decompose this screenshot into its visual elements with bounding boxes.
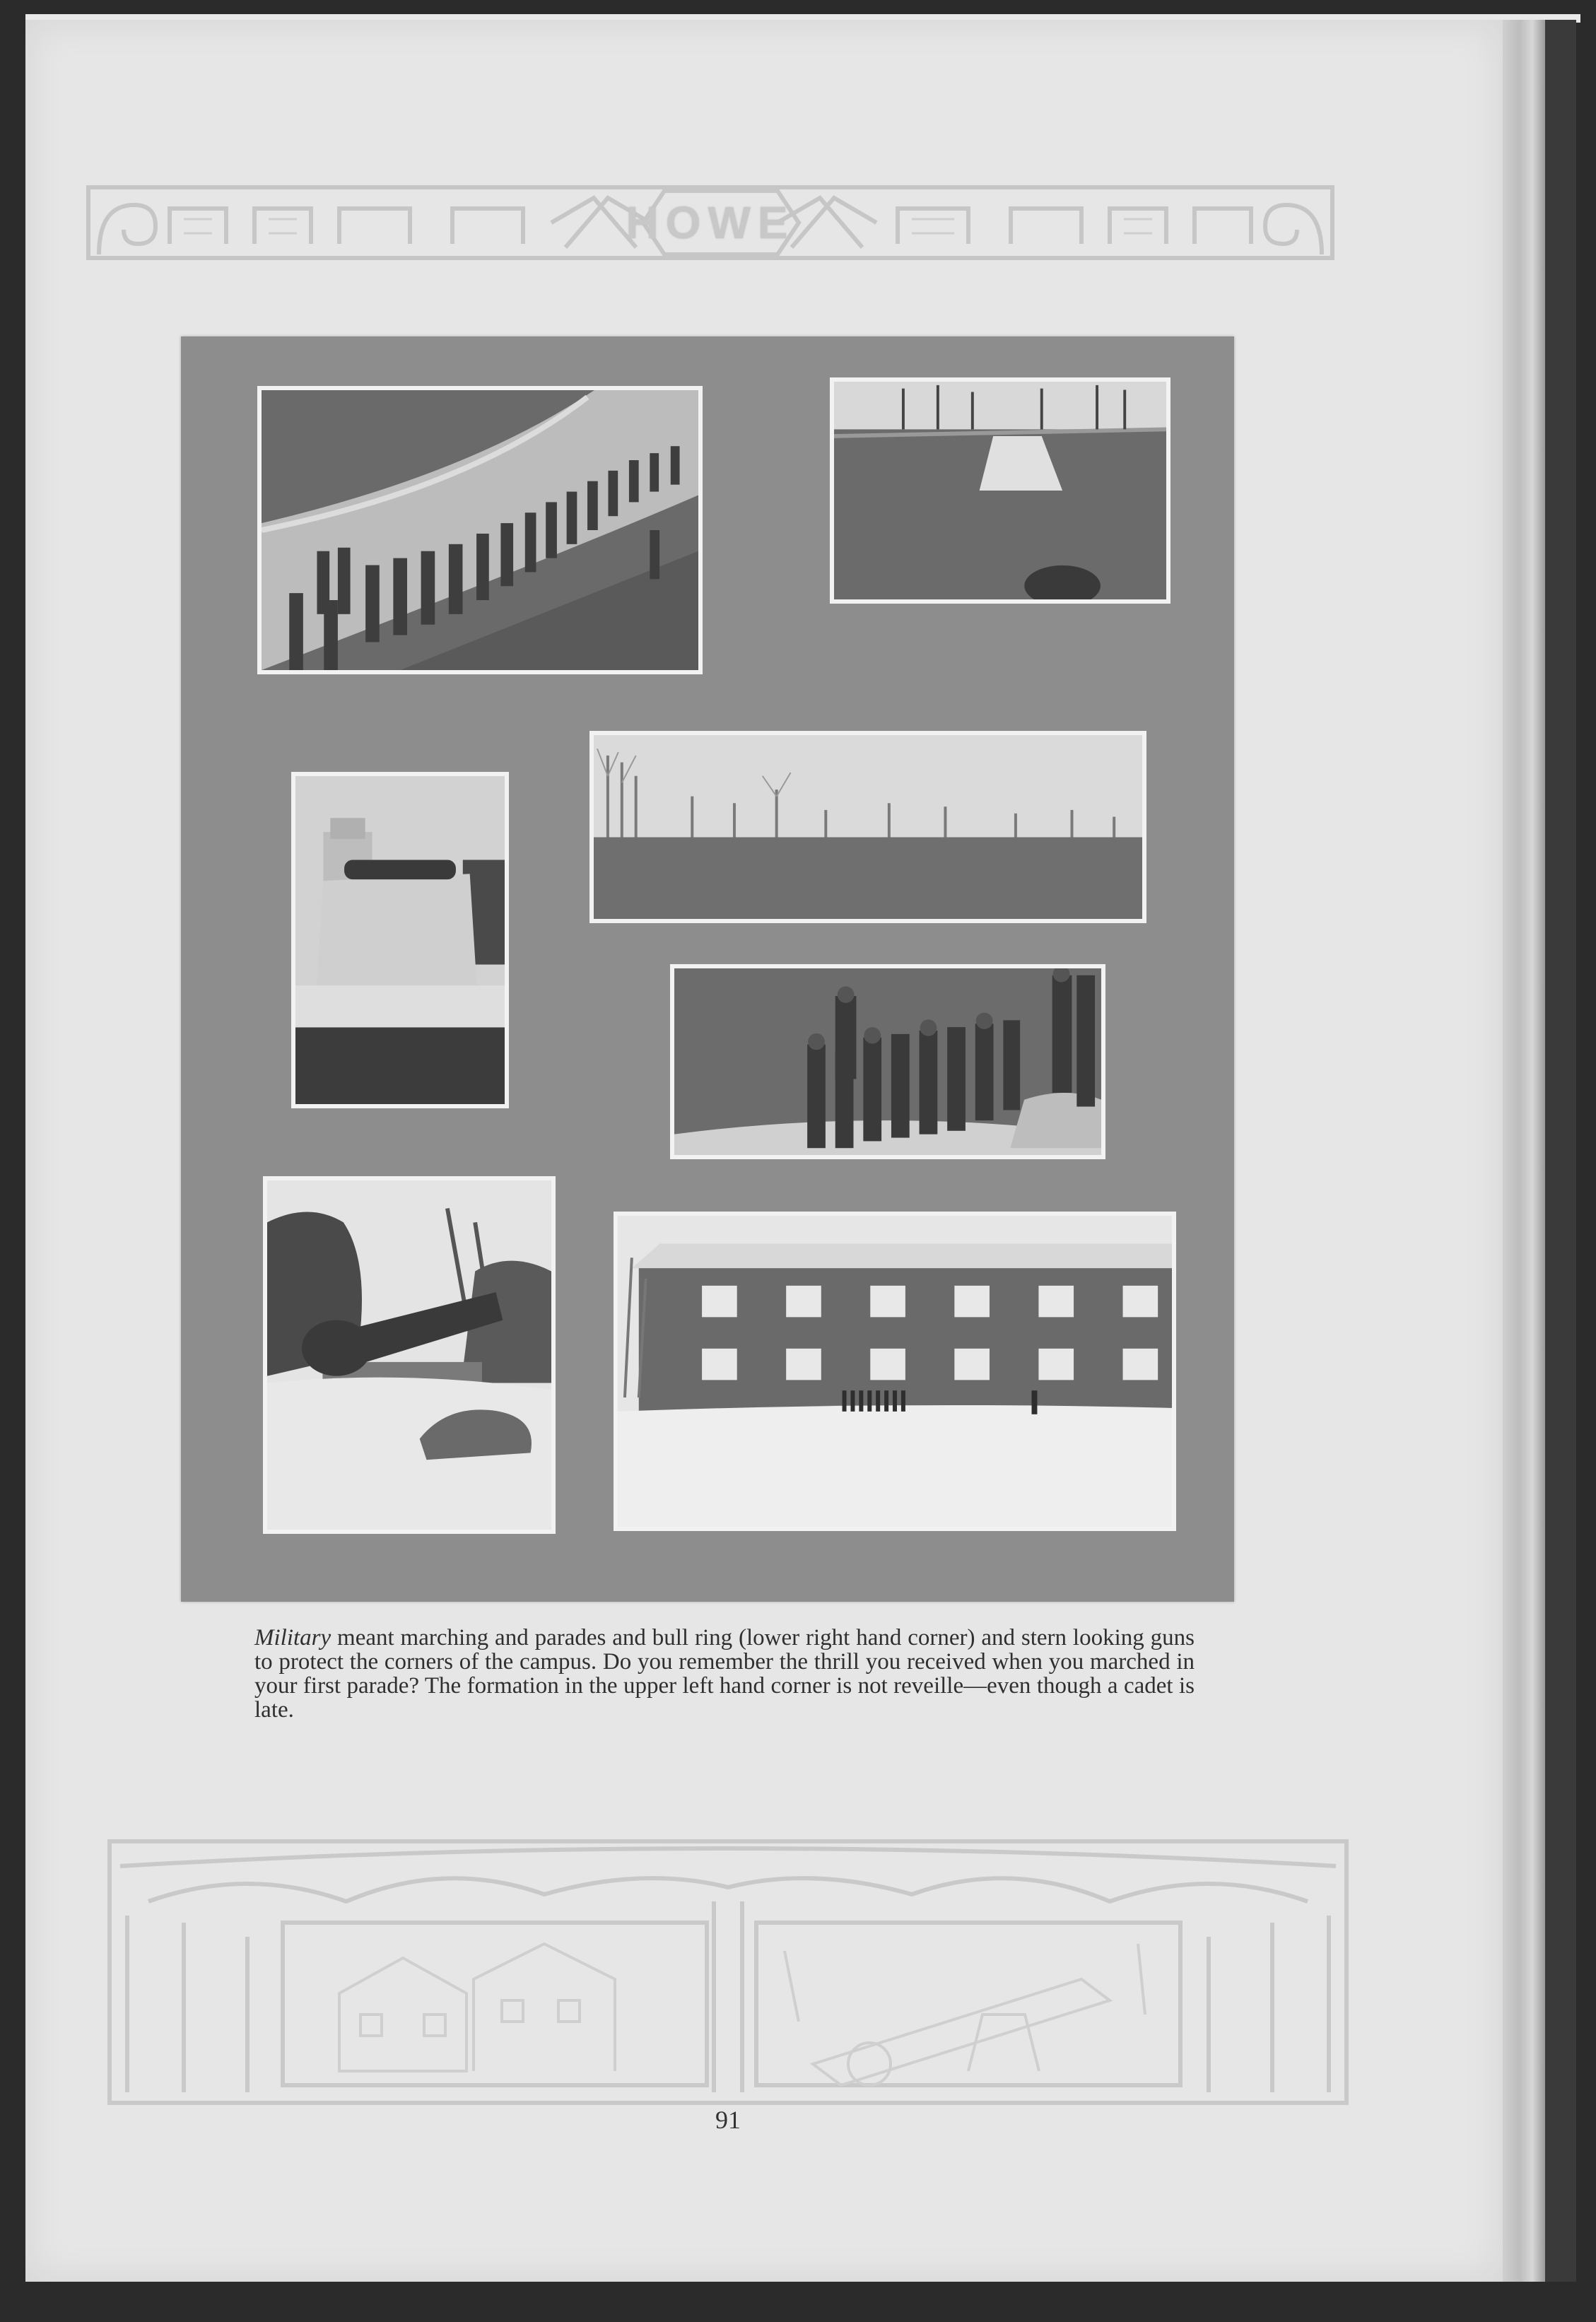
photo-cannon-monument-tower: [291, 772, 509, 1108]
photo-marching-formation: [257, 386, 703, 674]
photo-parade-ground-field: [589, 731, 1146, 923]
cannon-monument-icon: [295, 776, 505, 1104]
caption-lead: Military: [254, 1625, 331, 1650]
snow-cannon-icon: [267, 1180, 551, 1530]
footer-ornament-banner: [106, 1838, 1350, 2106]
field-trees-icon: [594, 735, 1142, 919]
footer-scroll-ornament-icon: [106, 1838, 1350, 2106]
page-stack-edge: [1503, 20, 1545, 2282]
header-title: HOWE: [626, 197, 795, 248]
photo-snow-cannon: [263, 1176, 556, 1534]
photo-board: [181, 336, 1234, 1602]
barracks-building-icon: [618, 1216, 1172, 1527]
page-number: 91: [715, 2106, 741, 2134]
photo-monument-field: [830, 377, 1170, 604]
cadets-group-icon: [674, 968, 1101, 1155]
photo-caption: [254, 1626, 1195, 1722]
caption-text: meant marching and parades and bull ring (lower right hand corner) and stern looking guns to protect the corners of the campus. Do you remember the thrill you received when you marched in your first parade? The formation in the upper left hand corner is not reveille—even though a cadet is late.: [254, 1625, 1195, 1723]
monument-icon: [834, 382, 1166, 599]
photo-cadets-group: [670, 964, 1105, 1159]
header-ornament-banner: [85, 177, 1336, 269]
book-cover-edge: [1545, 20, 1576, 2282]
photo-barracks-snow: [614, 1212, 1176, 1531]
marching-cadets-icon: [262, 390, 698, 670]
